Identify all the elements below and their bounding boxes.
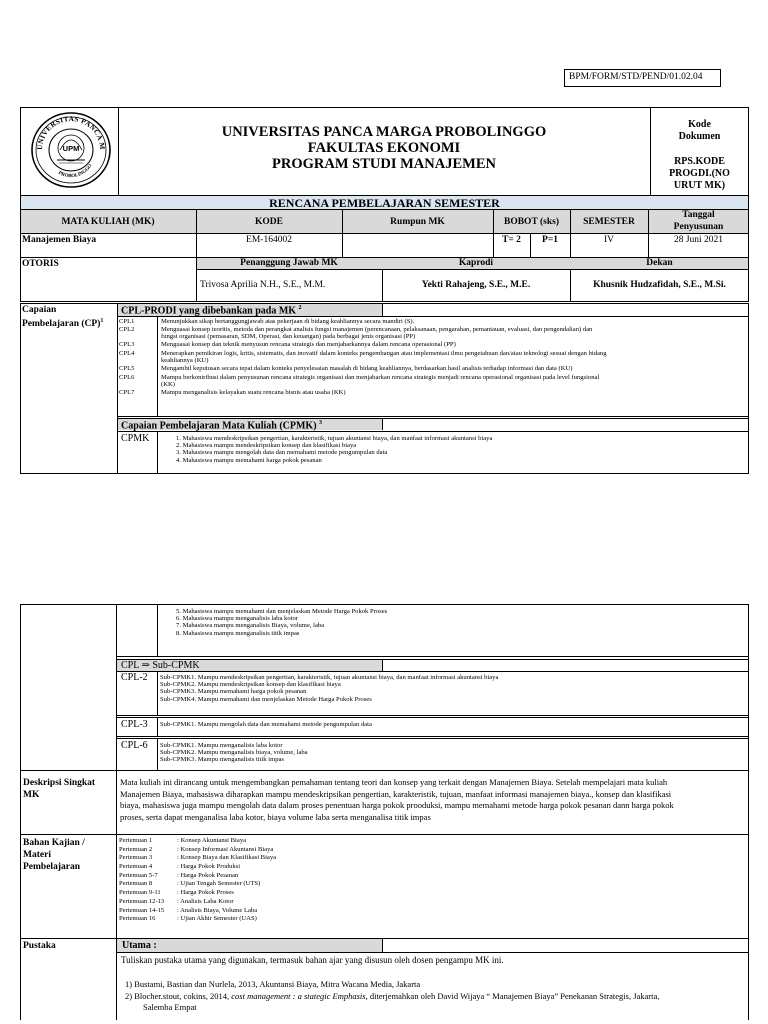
deskripsi-line: Mata kuliah ini dirancang untuk mengembangkan pemahaman tentang teori dan konsep yang terkait dengan Manajemen Biaya. Setelah mempelajari mata kuliah (120, 777, 668, 787)
cpl-row (119, 318, 747, 325)
cpl-text-line: Mampu berkontribusi dalam penyusunan rencana strategis organisasi dan menjabarkan rencana strategis menjadi rencana operasional organisasi pada level fungsional (161, 373, 600, 381)
bahan-row (119, 863, 276, 872)
bahan-label-3: Pembelajaran (23, 862, 80, 872)
cpmk-list-1 (176, 435, 492, 464)
subcpmk-line: Sub-CPMK1. Mampu mendeskripsikan pengertian, karakteristik, tujuan akuntansi biaya, dan manfaat informasi akuntansi biaya (160, 674, 499, 681)
cpl-code: CPL1 (119, 318, 135, 325)
svg-text:PROBOLINGGO: PROBOLINGGO (57, 163, 94, 180)
col-tanggal-1: Tanggal (682, 210, 715, 220)
cpl-row (119, 374, 747, 388)
pustaka-label: Pustaka (23, 941, 56, 951)
subcpmk-line: Sub-CPMK3. Mampu menganalisis titik impas (160, 756, 284, 764)
cpl-code: CPL7 (119, 389, 135, 397)
cpmk-item: 2. Mahasiswa mampu mendeskripsikan konsep dan klasifikasi biaya (176, 442, 357, 450)
col-rumpun: Rumpun MK (390, 217, 445, 227)
course-p: P=1 (542, 235, 558, 245)
form-code: BPM/FORM/STD/PEND/01.02.04 (569, 72, 703, 82)
cpmk-header: Capaian Pembelajaran Mata Kuliah (CPMK) $^3$ (121, 420, 323, 432)
cpl-text-line: Mengambil keputusan secara tepat dalam konteks penyelesaian masalah di bidang keahliannya, berdasarkan hasil analisis terhadap informasi dan data (KU) (161, 365, 573, 373)
cpl-row (119, 341, 747, 348)
bahan-topic: : Analisis Biaya, Volume Laba (177, 906, 258, 914)
kaprodi-label: Kaprodi (458, 258, 494, 268)
cpl-text (161, 389, 346, 396)
cpl-sub-header: CPL ⇒ Sub-CPMK (121, 660, 200, 671)
bahan-topic: : Konsep Akuntansi Biaya (177, 837, 247, 844)
cpl-text (161, 350, 607, 364)
deskripsi-line: proses, serta dapat menganalisa laba kotor, biaya volume laba serta menganalisa titik impas (120, 811, 431, 822)
subcpmk-line: Sub-CPMK1. Mampu menganalisis laba kotor (160, 742, 283, 749)
cpl-text (161, 318, 414, 325)
bahan-pertemuan: Pertemuan 16 (119, 915, 156, 923)
cpl-text-line: keahliannya (KU) (161, 357, 209, 365)
bahan-topic: : Harga Pokok Produksi (177, 863, 241, 871)
bahan-pertemuan: Pertemuan 3 (119, 854, 153, 862)
bahan-row (119, 915, 276, 924)
bahan-pertemuan: Pertemuan 5-7 (119, 871, 158, 879)
pj-name: Trivosa Aprilia N.H., S.E., M.M. (200, 280, 326, 290)
cpmk-item: 5. Mahasiswa mampu memahami dan menjelaskan Metode Harga Pokok Proses (176, 608, 388, 615)
cpl-row (119, 389, 747, 396)
cpl-code: CPL4 (119, 349, 135, 357)
bahan-topic: : Harga Pokok Proses (177, 889, 234, 897)
bahan-pertemuan: Pertemuan 2 (119, 845, 153, 853)
cpmk-item: 7. Mahasiswa mampu menganalisis Biaya, volume, laba (176, 622, 325, 630)
cpl-list (119, 318, 747, 397)
pustaka-intro: Tuliskan pustaka utama yang digunakan, termasuk bahan ajar yang disusun oleh dosen pengampu MK ini. (121, 955, 504, 965)
cpmk-item: 1. Mahasiswa mendeskripsikan pengertian, karakteristik, tujuan akuntansi biaya, dan manfaat informasi akuntansi biaya (176, 435, 493, 442)
bahan-row (119, 837, 276, 846)
cpl-6-code: CPL-6 (121, 740, 148, 751)
subcpmk-line: Sub-CPMK2. Mampu menganalisis biaya, volume, laba (160, 749, 308, 757)
deskripsi-label-1: Deskripsi Singkat (23, 778, 96, 788)
bahan-pertemuan: Pertemuan 4 (119, 863, 153, 871)
bahan-row (119, 907, 276, 916)
university-name: UNIVERSITAS PANCA MARGA PROBOLINGGO (221, 124, 547, 140)
subcpmk-line: Sub-CPMK2. Mampu mendeskripsikan konsep dan klasifikasi biaya (160, 681, 341, 689)
subcpmk-line: Sub-CPMK3. Mampu memahami harga pokok pesanan (160, 688, 307, 696)
pj-label: Penanggung Jawab MK (240, 258, 338, 268)
cpl-code: CPL5 (119, 365, 135, 373)
pustaka-ref-1: 1) Bustami, Bastian dan Nurlela, 2013, Akuntansi Biaya, Mitra Wacana Media, Jakarta (125, 979, 421, 989)
bahan-topic: : Ujian Akhir Semester (UAS) (177, 915, 257, 923)
cpl-text (161, 326, 592, 340)
bahan-topic: : Konsep Biaya dan Klasifikasi Biaya (177, 854, 277, 862)
cpl-2-code: CPL-2 (121, 672, 148, 683)
cpmk-label: CPMK (121, 433, 150, 444)
cpl-header: CPL-PRODI yang dibebankan pada MK $^2$ (121, 305, 302, 317)
cpl-3-subcpmk (160, 721, 372, 728)
pustaka-ref-2: 2) Blocher.stout, cokins, 2014, cost management : a stategic Emphasis, diterjemahkan oleh David Wijaya “ Manajemen Biaya” Penekanan Strategis, Jakarta, (125, 991, 660, 1001)
cpmk-item: 4. Mahasiswa mampu memahami harga pokok pesanan (176, 456, 322, 464)
cpl-row (119, 326, 747, 340)
cpl-code: CPL2 (119, 326, 135, 333)
course-tanggal: 28 Juni 2021 (673, 235, 724, 245)
deskripsi-label-2: MK (23, 790, 40, 800)
col-kode: KODE (255, 217, 283, 227)
cpl-text (161, 365, 572, 372)
cpl-text-line: fungsi organisasi (pemasaran, SDM, Operasi, dan keuangan) pada berbagai jenis organisasi (PP) (161, 333, 416, 341)
deskripsi-line: biaya, mahasiswa juga mampu mengolah data dalam proses penentuan harga pokok prooduksi, mampu memahami metode harga pokok pesanan dann harga pokok (120, 800, 674, 810)
bahan-topic: : Analisis Laba Kotor (177, 897, 234, 905)
utama-label: Utama : (122, 940, 157, 951)
faculty-name: FAKULTAS EKONOMI (307, 140, 461, 156)
course-name: Manajemen Biaya (22, 235, 97, 245)
cpl-row (119, 350, 747, 364)
cpl-code: CPL6 (119, 373, 135, 381)
bahan-row (119, 854, 276, 863)
cp-label-1: Capaian (22, 305, 57, 315)
course-t: T= 2 (502, 235, 521, 245)
col-semester: SEMESTER (583, 217, 635, 227)
cpl-row (119, 365, 747, 372)
dekan-name: Khusnik Hudzafidah, S.E., M.Si. (593, 280, 726, 290)
cpl-text (161, 374, 599, 388)
bahan-pertemuan: Pertemuan 14-15 (119, 906, 165, 914)
course-semester: IV (603, 235, 615, 245)
col-bobot: BOBOT (sks) (504, 217, 559, 227)
subcpmk-line: Sub-CPMK4. Mampu memahami dan menjelaskan Metode Harga Pokok Proses (160, 695, 372, 703)
cpl-3-code: CPL-3 (121, 719, 148, 730)
cpl-text-line: Menguasai konsep teoritis, metoda dan perangkat analisis fungsi manajemen (perencanaan, pelaksanaan, pengarahan, pemantauan, evaluasi, dan pengendalian) dan (161, 326, 593, 333)
cp-label-2: Pembelajaran (CP)$^1$ (22, 318, 104, 330)
deskripsi-line: Manajemen Biaya, mahasiswa diharapkan mampu mendeskripsikan pengertian, karakteristik, tujuan, manfaat informasi manajemen biaya., konsep dan klasifikasi (120, 788, 672, 799)
col-mk: MATA KULIAH (MK) (61, 217, 155, 227)
col-tanggal-2: Penyusunan (673, 222, 724, 232)
cpmk-list-2 (176, 608, 387, 637)
bahan-row (119, 846, 276, 855)
kaprodi-name: Yekti Rahajeng, S.E., M.E. (421, 280, 531, 290)
bahan-topic: : Konsep Informasi Akuntansi Biaya (177, 845, 274, 853)
program-name: PROGRAM STUDI MANAJEMEN (272, 156, 496, 172)
bahan-list (119, 837, 276, 924)
doc-code-label-2: Dokumen (678, 131, 721, 142)
bahan-row (119, 898, 276, 907)
bahan-row (119, 889, 276, 898)
bahan-topic: : Harga Pokok Pesanan (177, 871, 239, 879)
bahan-pertemuan: Pertemuan 1 (119, 837, 153, 844)
bahan-pertemuan: Pertemuan 8 (119, 880, 153, 888)
bahan-row (119, 880, 276, 889)
cpmk-item: 3. Mahasiswa mampu mengolah data dan memahami metode pengumpulan data (176, 449, 388, 457)
utama-bg (117, 939, 383, 952)
svg-text:UPM: UPM (62, 144, 80, 153)
rps-title: RENCANA PEMBELAJARAN SEMESTER (269, 196, 500, 210)
dekan-label: Dekan (646, 258, 673, 268)
bahan-label-1: Bahan Kajian / (23, 838, 85, 848)
cpl-code: CPL3 (119, 341, 135, 349)
cpmk-item: 6. Mahasiswa mampu menganalisis laba kotor (176, 615, 298, 623)
cpl-text-line: Menguasai konsep dan teknik menyusun rencana strategis dan menjabarkannya dalam rencana operasional (PP) (161, 341, 456, 349)
bahan-topic: : Ujian Tengah Semester (UTS) (177, 880, 261, 888)
cpl-6-subcpmk (160, 742, 308, 764)
cpl-text-line: Menunjukkan sikap bertanggungjawab atas pekerjaan di bidang keahliannya secara mandiri (S). (161, 318, 415, 325)
cpl-text-line: Menerapkan pemikiran logis, kritis, sistematis, dan inovatif dalam konteks pengembangan atau implementasi ilmu pengetahuan dan/atau teknologi sesuai dengan bidang (161, 349, 607, 357)
deskripsi-text (120, 777, 674, 823)
cpl-text (161, 341, 456, 348)
otoris-label: OTORIS (22, 259, 59, 269)
svg-text:UNIVERSITAS PANCA MARGA: UNIVERSITAS PANCA M (35, 114, 107, 151)
cpmk-item: 8. Mahasiswa mampu menganalisis titik impas (176, 629, 300, 637)
bahan-pertemuan: Pertemuan 12-13 (119, 897, 165, 905)
pustaka-ref-2-cont: Salemba Empat (143, 1002, 197, 1012)
university-logo (30, 110, 112, 190)
bahan-row (119, 872, 276, 881)
cpl-text-line: (KK) (161, 381, 175, 389)
subcpmk-line: Sub-CPMK1. Mampu mengolah data dan memahami metode pengumpulan data (160, 721, 372, 728)
cpl-text-line: Mampu menganalisis kelayakan suatu rencana bisnis atau usaha (KK) (161, 389, 346, 397)
doc-code-label-1: Kode (688, 119, 711, 130)
doc-code-value-1: RPS.KODE (674, 156, 725, 167)
bahan-pertemuan: Pertemuan 9-11 (119, 889, 161, 897)
doc-code-value-3: URUT MK) (673, 180, 726, 191)
cpl-2-subcpmk (160, 674, 498, 703)
bahan-label-2: Materi (23, 850, 51, 860)
course-kode: EM-164002 (246, 235, 292, 245)
doc-code-value-2: PROGDI.(NO (669, 168, 730, 179)
